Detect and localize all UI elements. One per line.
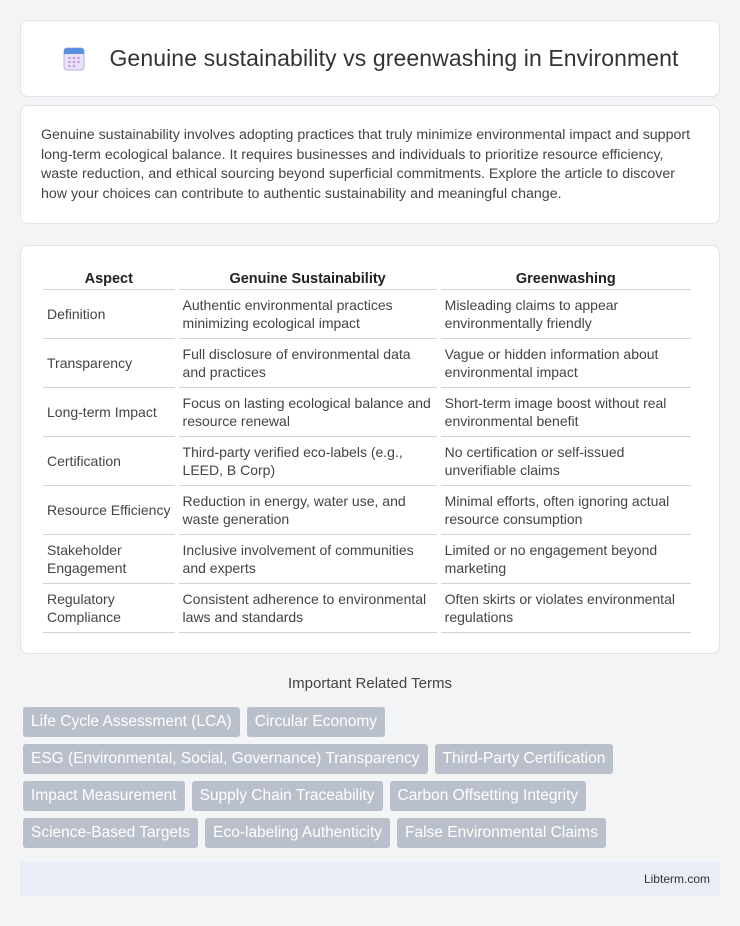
related-terms-list: [23, 707, 723, 855]
header-card: [20, 20, 720, 97]
related-term-tag[interactable]: Impact Measurement: [23, 781, 185, 811]
table-row: [43, 535, 691, 584]
related-term-tag[interactable]: Carbon Offsetting Integrity: [390, 781, 587, 811]
table-row: [43, 437, 691, 486]
cell-greenwashing: Often skirts or violates environmental regulations: [441, 584, 691, 633]
cell-greenwashing: Misleading claims to appear environmentally friendly: [441, 290, 691, 339]
tag-row: [23, 818, 723, 848]
cell-genuine: Authentic environmental practices minimizing ecological impact: [179, 290, 437, 339]
header-genuine: Genuine Sustainability: [179, 268, 437, 290]
tag-row: [23, 744, 723, 774]
tag-row: [23, 781, 723, 811]
table-row: [43, 290, 691, 339]
comparison-table: [39, 268, 695, 633]
related-term-tag[interactable]: ESG (Environmental, Social, Governance) Transparency: [23, 744, 428, 774]
page-title: Genuine sustainability vs greenwashing in Environment: [109, 45, 679, 71]
comparison-table-card: [20, 245, 720, 654]
cell-aspect: Certification: [43, 437, 175, 486]
related-term-tag[interactable]: False Environmental Claims: [397, 818, 606, 848]
related-term-tag[interactable]: Supply Chain Traceability: [192, 781, 383, 811]
cell-genuine: Focus on lasting ecological balance and resource renewal: [179, 388, 437, 437]
cell-aspect: Regulatory Compliance: [43, 584, 175, 633]
cell-genuine: Third-party verified eco-labels (e.g., LEED, B Corp): [179, 437, 437, 486]
tag-row: [23, 707, 723, 737]
related-term-tag[interactable]: Life Cycle Assessment (LCA): [23, 707, 240, 737]
cell-greenwashing: Limited or no engagement beyond marketing: [441, 535, 691, 584]
cell-genuine: Consistent adherence to environmental laws and standards: [179, 584, 437, 633]
table-row: [43, 486, 691, 535]
cell-aspect: Stakeholder Engagement: [43, 535, 175, 584]
related-terms-title: Important Related Terms: [288, 675, 452, 692]
intro-card: [20, 105, 720, 224]
related-term-tag[interactable]: Eco-labeling Authenticity: [205, 818, 390, 848]
cell-greenwashing: No certification or self-issued unverifiable claims: [441, 437, 691, 486]
cell-genuine: Reduction in energy, water use, and waste generation: [179, 486, 437, 535]
cell-genuine: Full disclosure of environmental data and practices: [179, 339, 437, 388]
cell-genuine: Inclusive involvement of communities and experts: [179, 535, 437, 584]
cell-greenwashing: Vague or hidden information about environmental impact: [441, 339, 691, 388]
footer: [20, 862, 720, 896]
footer-site-link[interactable]: Libterm.com: [643, 872, 710, 886]
cell-greenwashing: Minimal efforts, often ignoring actual resource consumption: [441, 486, 691, 535]
cell-greenwashing: Short-term image boost without real environmental benefit: [441, 388, 691, 437]
header-aspect: Aspect: [43, 268, 175, 290]
header-greenwashing: Greenwashing: [441, 268, 691, 290]
cell-aspect: Resource Efficiency: [43, 486, 175, 535]
cell-aspect: Definition: [43, 290, 175, 339]
intro-text: Genuine sustainability involves adopting practices that truly minimize environmental impact and support long-term ecological balance. It requires businesses and individuals to prioritize resource efficiency, waste reduction, and ethical sourcing beyond superficial commitments. Explore the article to discover how your choices can contribute to authentic sustainability and meaningful change.: [41, 127, 691, 202]
related-term-tag[interactable]: Circular Economy: [247, 707, 385, 737]
document-icon: [61, 46, 87, 72]
table-row: [43, 339, 691, 388]
cell-aspect: Long-term Impact: [43, 388, 175, 437]
table-row: [43, 388, 691, 437]
related-term-tag[interactable]: Third-Party Certification: [435, 744, 614, 774]
cell-aspect: Transparency: [43, 339, 175, 388]
table-row: [43, 584, 691, 633]
table-header-row: [43, 268, 691, 290]
related-term-tag[interactable]: Science-Based Targets: [23, 818, 198, 848]
